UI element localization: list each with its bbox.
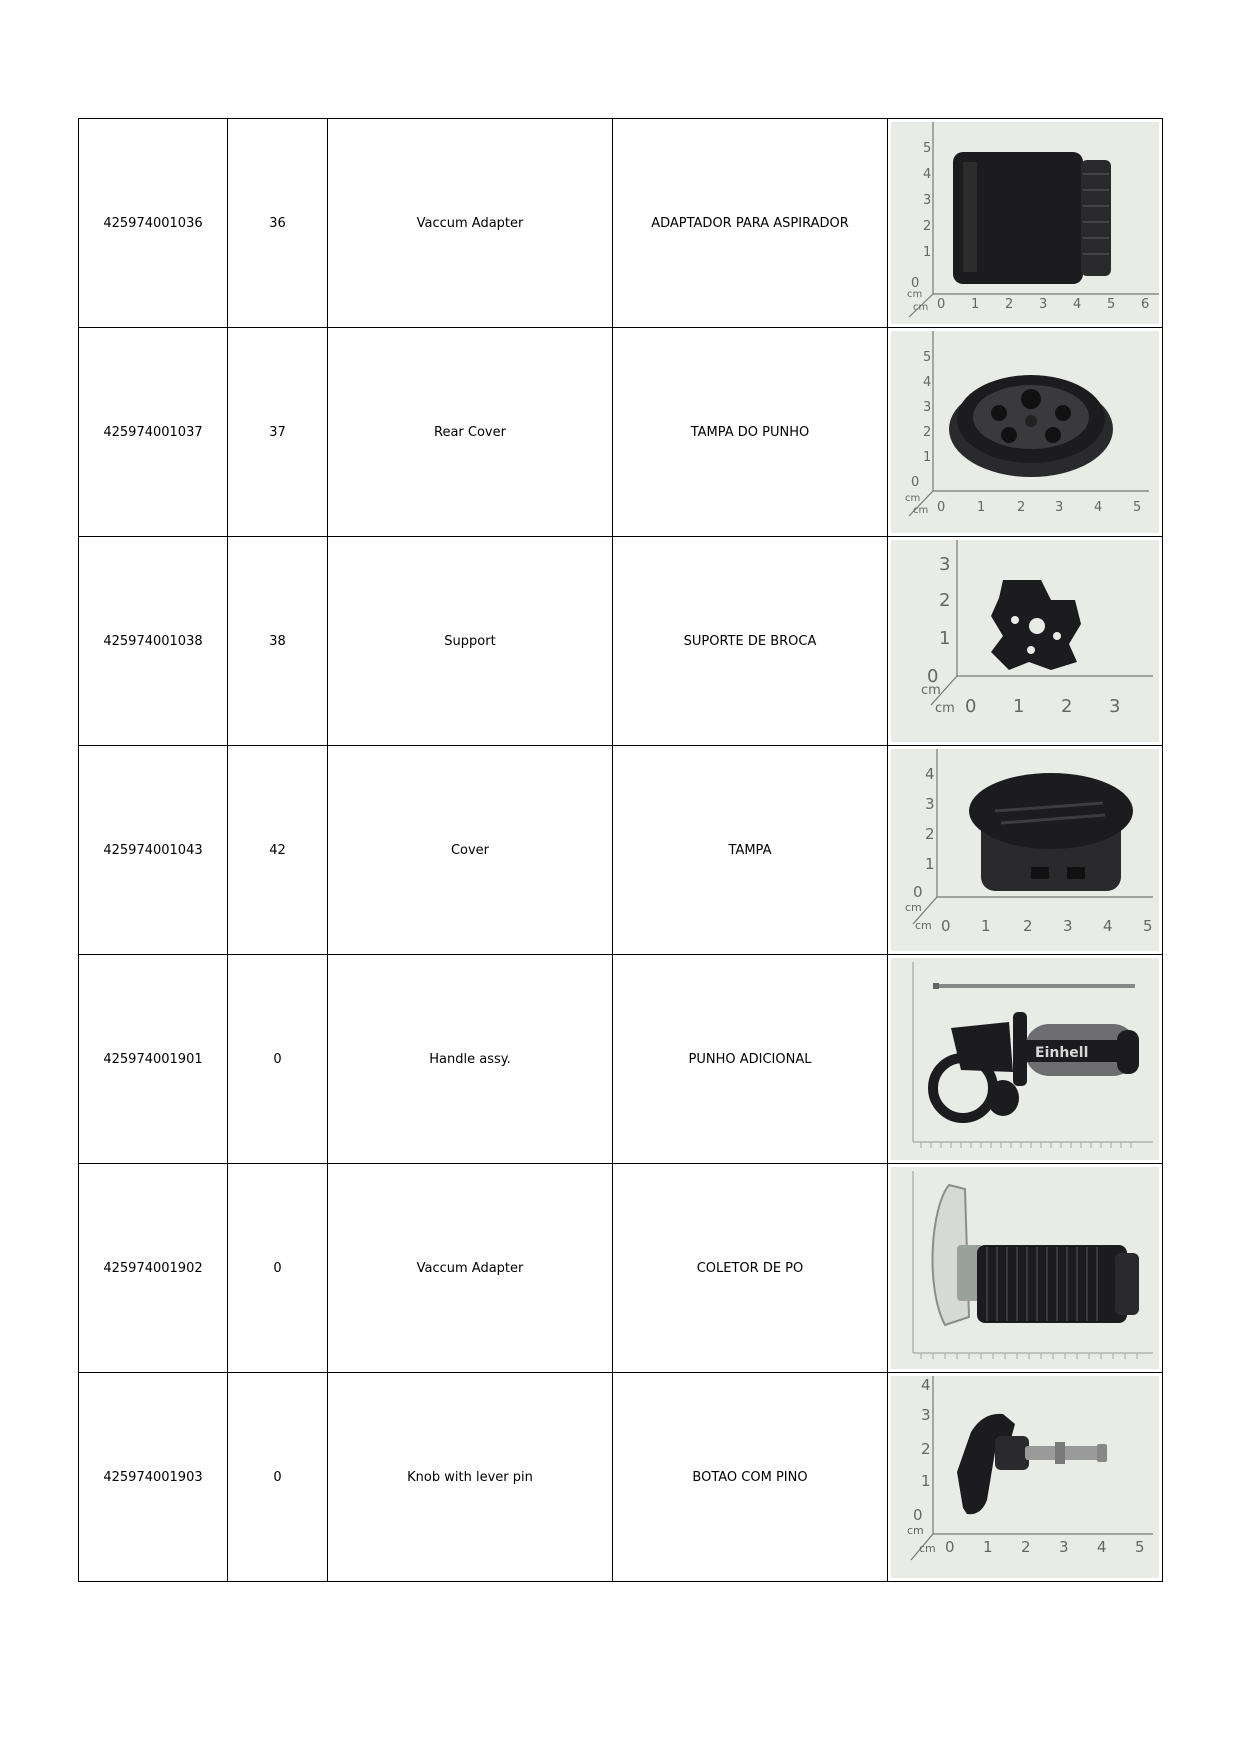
position-number: 42 <box>228 746 328 955</box>
svg-text:3: 3 <box>921 1406 931 1424</box>
svg-text:4: 4 <box>1094 500 1103 515</box>
description-en: Vaccum Adapter <box>328 119 613 328</box>
description-en: Cover <box>328 746 613 955</box>
svg-text:0: 0 <box>913 1506 923 1524</box>
position-number: 38 <box>228 537 328 746</box>
unit-label: cm <box>905 493 921 504</box>
part-number: 425974001902 <box>79 1164 228 1373</box>
svg-text:3: 3 <box>1055 500 1064 515</box>
unit-label: cm <box>935 701 955 716</box>
svg-text:0: 0 <box>945 1538 955 1556</box>
description-pt: PUNHO ADICIONAL <box>613 955 888 1164</box>
position-number: 0 <box>228 1373 328 1582</box>
svg-text:1: 1 <box>921 1472 931 1490</box>
svg-text:0: 0 <box>911 475 920 490</box>
svg-text:1: 1 <box>977 500 986 515</box>
svg-text:2: 2 <box>921 1440 931 1458</box>
svg-text:5: 5 <box>923 141 932 156</box>
svg-text:0: 0 <box>941 917 951 935</box>
brand-logo: Einhell <box>1035 1045 1089 1061</box>
svg-text:1: 1 <box>971 297 980 312</box>
part-photo <box>891 331 1159 533</box>
svg-text:3: 3 <box>1059 1538 1069 1556</box>
description-pt: ADAPTADOR PARA ASPIRADOR <box>613 119 888 328</box>
svg-text:4: 4 <box>1097 1538 1107 1556</box>
part-photo <box>891 122 1159 324</box>
svg-text:6: 6 <box>1141 297 1150 312</box>
table-row <box>79 746 1163 955</box>
svg-text:0: 0 <box>937 297 946 312</box>
position-number: 0 <box>228 955 328 1164</box>
table-row <box>79 119 1163 328</box>
table-row <box>79 537 1163 746</box>
svg-text:1: 1 <box>923 450 932 465</box>
svg-text:4: 4 <box>925 765 935 783</box>
svg-text:2: 2 <box>1005 297 1014 312</box>
part-photo <box>891 749 1159 951</box>
svg-text:5: 5 <box>923 350 932 365</box>
part-photo <box>891 1167 1159 1369</box>
svg-text:1: 1 <box>983 1538 993 1556</box>
unit-label: cm <box>907 289 923 300</box>
svg-text:3: 3 <box>923 193 932 208</box>
part-photo <box>891 540 1159 742</box>
svg-text:4: 4 <box>1073 297 1082 312</box>
svg-text:1: 1 <box>925 855 935 873</box>
parts-table <box>78 118 1163 1582</box>
unit-label: cm <box>915 919 932 932</box>
position-number: 0 <box>228 1164 328 1373</box>
description-en: Handle assy. <box>328 955 613 1164</box>
svg-text:5: 5 <box>1133 500 1142 515</box>
svg-text:1: 1 <box>939 628 951 649</box>
svg-text:2: 2 <box>939 590 951 611</box>
svg-text:4: 4 <box>921 1376 931 1394</box>
svg-text:0: 0 <box>913 883 923 901</box>
svg-text:2: 2 <box>925 825 935 843</box>
svg-text:3: 3 <box>1039 297 1048 312</box>
svg-text:4: 4 <box>923 167 932 182</box>
description-en: Rear Cover <box>328 328 613 537</box>
svg-text:3: 3 <box>1063 917 1073 935</box>
table-row <box>79 1164 1163 1373</box>
description-pt: TAMPA <box>613 746 888 955</box>
part-number: 425974001036 <box>79 119 228 328</box>
position-number: 37 <box>228 328 328 537</box>
unit-label: cm <box>913 302 929 313</box>
svg-text:5: 5 <box>1135 1538 1145 1556</box>
svg-text:2: 2 <box>1023 917 1033 935</box>
svg-text:4: 4 <box>1103 917 1113 935</box>
svg-text:5: 5 <box>1107 297 1116 312</box>
position-number: 36 <box>228 119 328 328</box>
svg-text:2: 2 <box>1061 696 1073 717</box>
part-number: 425974001043 <box>79 746 228 955</box>
description-pt: COLETOR DE PO <box>613 1164 888 1373</box>
unit-label: cm <box>919 1542 936 1555</box>
unit-label: cm <box>907 1524 924 1537</box>
svg-text:1: 1 <box>1013 696 1025 717</box>
svg-text:2: 2 <box>1017 500 1026 515</box>
part-number: 425974001037 <box>79 328 228 537</box>
part-number: 425974001038 <box>79 537 228 746</box>
svg-text:0: 0 <box>927 666 939 687</box>
unit-label: cm <box>905 901 922 914</box>
table-row <box>79 955 1163 1164</box>
svg-text:0: 0 <box>911 276 920 291</box>
svg-text:1: 1 <box>923 245 932 260</box>
svg-text:3: 3 <box>1109 696 1121 717</box>
description-en: Knob with lever pin <box>328 1373 613 1582</box>
svg-text:2: 2 <box>923 425 932 440</box>
svg-text:0: 0 <box>965 696 977 717</box>
part-photo <box>891 1376 1159 1578</box>
table-row <box>79 328 1163 537</box>
svg-text:5: 5 <box>1143 917 1153 935</box>
svg-text:2: 2 <box>923 219 932 234</box>
unit-label: cm <box>921 683 941 698</box>
unit-label: cm <box>913 505 929 516</box>
svg-text:4: 4 <box>923 375 932 390</box>
part-number: 425974001903 <box>79 1373 228 1582</box>
description-pt: BOTAO COM PINO <box>613 1373 888 1582</box>
part-number: 425974001901 <box>79 955 228 1164</box>
svg-text:3: 3 <box>939 554 951 575</box>
svg-text:3: 3 <box>925 795 935 813</box>
svg-text:1: 1 <box>981 917 991 935</box>
svg-text:2: 2 <box>1021 1538 1031 1556</box>
svg-text:0: 0 <box>937 500 946 515</box>
description-pt: TAMPA DO PUNHO <box>613 328 888 537</box>
svg-text:3: 3 <box>923 400 932 415</box>
table-row <box>79 1373 1163 1582</box>
description-en: Vaccum Adapter <box>328 1164 613 1373</box>
description-en: Support <box>328 537 613 746</box>
part-photo <box>891 958 1159 1160</box>
description-pt: SUPORTE DE BROCA <box>613 537 888 746</box>
